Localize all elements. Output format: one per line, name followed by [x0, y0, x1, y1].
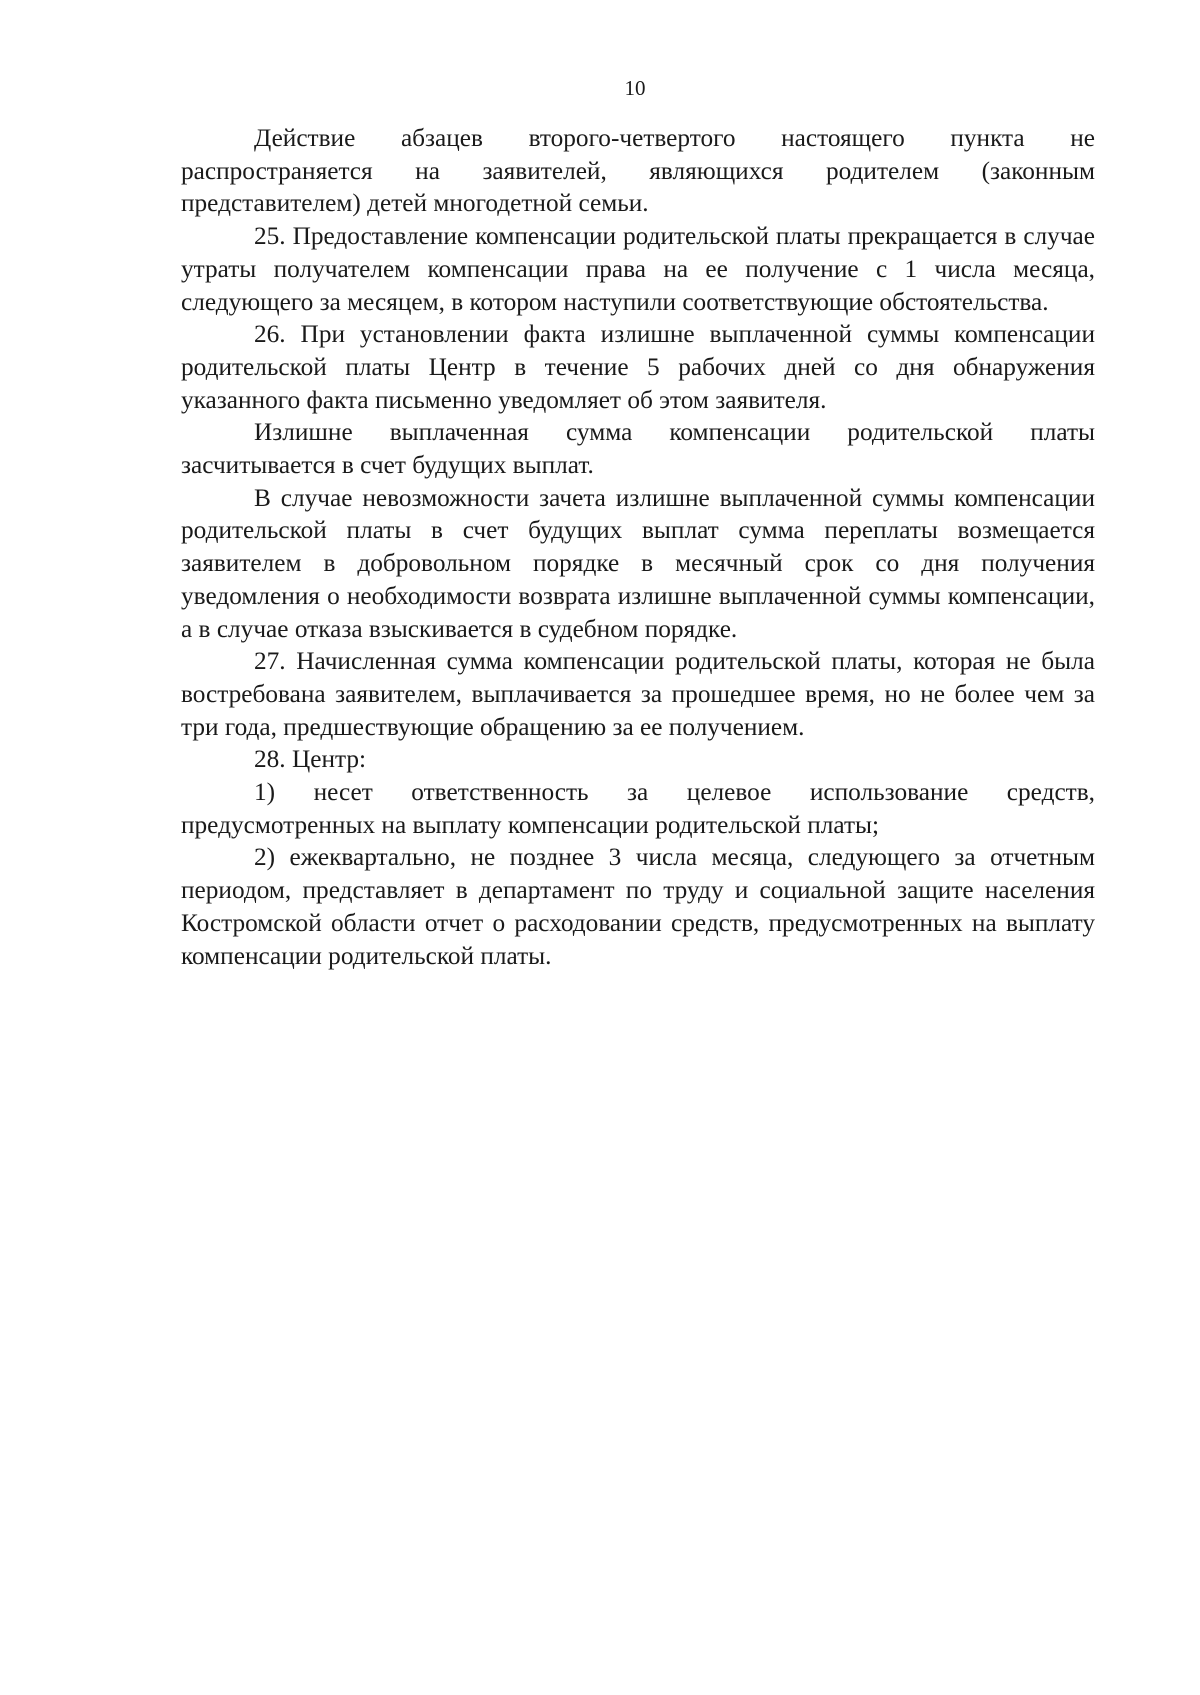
- paragraph-exemption-note: Действие абзацев второго-четвертого настоящего пункта не распространяется на заявителей, являющихся родителем (законным представителем) детей многодетной семьи.: [181, 124, 1095, 218]
- paragraph-26-overpayment: 26. При установлении факта излишне выплаченной суммы компенсации родительской платы Центр в течение 5 рабочих дней со дня обнаружения указанного факта письменно уведомляет об этом заявителя.: [181, 320, 1095, 414]
- document-body: [181, 122, 1095, 972]
- page-number: 10: [624, 76, 646, 100]
- paragraph-overpayment-offset: Излишне выплаченная сумма компенсации родительской платы засчитывается в счет будущих выплат.: [181, 418, 1095, 480]
- list-item-1-responsibility: 1) несет ответственность за целевое использование средств, предусмотренных на выплату компенсации родительской платы;: [181, 778, 1095, 839]
- list-item-2-quarterly-report: 2) ежеквартально, не позднее 3 числа месяца, следующего за отчетным периодом, представляет в департамент по труду и социальной защите населения Костромской области отчет о расходовании средств, предусмотренных на выплату компенсации родительской платы.: [181, 843, 1095, 970]
- paragraph-overpayment-refund: В случае невозможности зачета излишне выплаченной суммы компенсации родительской платы в счет будущих выплат сумма переплаты возмещается заявителем в добровольном порядке в месячный срок со дня получения уведомления о необходимости возврата излишне выплаченной суммы компенсации, а в случае отказа взыскивается в судебном порядке.: [181, 483, 1095, 643]
- paragraph-25-termination: 25. Предоставление компенсации родительской платы прекращается в случае утраты получателем компенсации права на ее получение с 1 числа месяца, следующего за месяцем, в котором наступили соответствующие обстоятельства.: [181, 222, 1095, 316]
- paragraph-28-center: 28. Центр:: [254, 745, 367, 774]
- paragraph-27-unclaimed: 27. Начисленная сумма компенсации родительской платы, которая не была востребована заявителем, выплачивается за прошедшее время, но не более чем за три года, предшествующие обращению за ее получением.: [181, 647, 1095, 741]
